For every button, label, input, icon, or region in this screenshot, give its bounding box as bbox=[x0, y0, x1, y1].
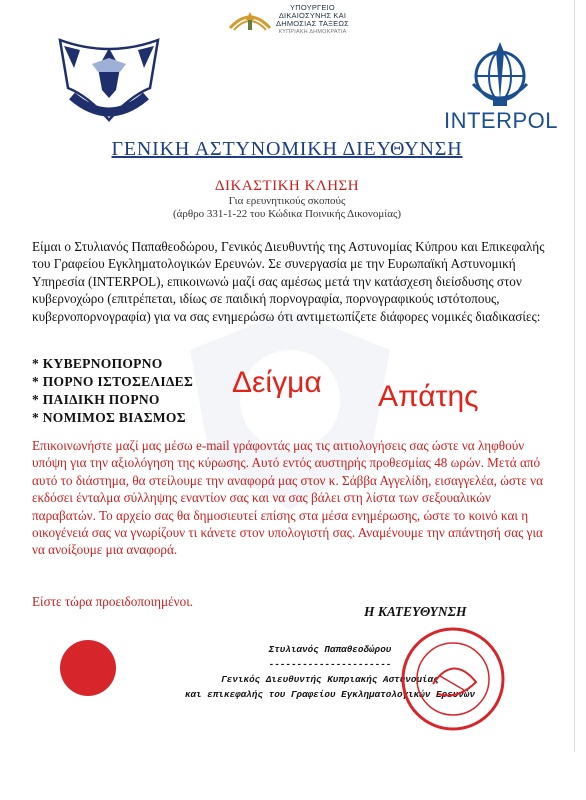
interpol-globe-icon bbox=[455, 40, 545, 108]
signer-rule: ---------------------- bbox=[268, 659, 392, 670]
warning-line: Είστε τώρα προειδοποιημένοι. bbox=[32, 594, 194, 609]
signer-title: Γενικός Διευθυντής Κυπριακής Αστυνομίας bbox=[221, 674, 439, 685]
interpol-label: INTERPOL bbox=[443, 108, 559, 133]
charge-item: * ΚΥΒΕΡΝΟΠΟΡΝΟ bbox=[32, 356, 163, 371]
overlay-word-sample: Δείγμα bbox=[232, 366, 322, 399]
charge-item: * ΠΑΙΔΙΚΗ ΠΟΡΝΟ bbox=[32, 392, 160, 407]
ministry-line2: ΔΙΚΑΙΟΣΥΝΗΣ ΚΑΙ bbox=[278, 11, 347, 20]
signer-title-2: και επικεφαλής του Γραφείου Εγκληματολογικών Ερευνών bbox=[184, 689, 476, 700]
interpol-logo bbox=[443, 40, 559, 135]
ministry-line4: ΚΥΠΡΙΑΚΗ ΔΗΜΟΚΡΑΤΙΑ bbox=[278, 29, 347, 35]
ministry-name bbox=[276, 4, 349, 36]
ministry-line3: ΔΗΜΟΣΙΑΣ ΤΑΞΕΩΣ bbox=[276, 19, 349, 28]
red-wax-seal bbox=[60, 640, 116, 696]
document-subtitle: ΔΙΚΑΣΤΙΚΗ ΚΛΗΣΗ bbox=[214, 178, 360, 194]
charges-list bbox=[32, 355, 193, 427]
ministry-line1: ΥΠΟΥΡΓΕΙΟ bbox=[290, 3, 335, 12]
coat-of-arms-icon bbox=[226, 2, 274, 36]
charge-item: * ΝΟΜΙΜΟΣ ΒΙΑΣΜΟΣ bbox=[32, 410, 186, 425]
charge-item: * ΠΟΡΝΟ ΙΣΤΟΣΕΛΙΔΕΣ bbox=[32, 374, 194, 389]
ministry-emblem bbox=[226, 2, 386, 38]
signer-name: Στυλιανός Παπαθεοδώρου bbox=[268, 644, 392, 655]
purpose-line: Για ερευνητικούς σκοπούς bbox=[228, 195, 346, 207]
demand-paragraph: Επικοινωνήστε μαζί μας μέσω e-mail γράφοντάς μας τις αιτιολογήσεις σας ώστε να ληφθούν υπόψη για την αξιολόγηση της κύρωσης. Αυτό εντός αυστηρής προθεσμίας 48 ωρών. Μετά από αυτό το διάστημα, θα στείλουμε την αναφορά μας στον κ. Σάββα Αγγελίδη, εισαγγελέα, ώστε να εκδόσει ένταλμα σύλληψης εναντίον σας και να σας βάλει στη λίστα των σεξουαλικών παραβατών. Το αρχείο σας θα δημοσιευτεί επίσης στα μέσα ενημέρωσης, ώστε το κοινό και η οικογένειά σας να γνωρίζουν τι κάνετε στον υπολογιστή σας. Αναμένουμε την απάντησή σας για να ανοίξουμε μια αναφορά. bbox=[32, 438, 544, 558]
signature-line: Η ΚΑΤΕΥΘΥΝΣΗ bbox=[364, 604, 467, 619]
cyprus-police-badge bbox=[50, 28, 168, 128]
page-title: ΓΕΝΙΚΗ ΑΣΤΥΝΟΜΙΚΗ ΔΙΕΥΘΥΝΣΗ bbox=[111, 138, 463, 160]
intro-paragraph: Είμαι ο Στυλιανός Παπαθεοδώρου, Γενικός Διευθυντής της Αστυνομίας Κύπρου και Επικεφαλής του Γραφείου Εγκληματολογικών Ερευνών. Σε συνεργασία με την Ευρωπαϊκή Αστυνομική Υπηρεσία (INTERPOL), επικοινωνώ μαζί σας αμέσως μετά την κατάσχεση διείσδυσης στον κυβερνοχώρο (επιτρέπεται, ιδίως σε παιδική πορνογραφία, πορνογραφικούς ιστότοπους, κυβερνοπορνογραφία) για να σας ενημερώσω ότι αντιμετωπίζετε διάφορες νομικές διαδικασίες: bbox=[32, 239, 545, 324]
official-stamp bbox=[398, 624, 508, 734]
overlay-word-scam: Απάτης bbox=[378, 380, 479, 413]
article-reference: (άρθρο 331-1-22 του Κώδικα Ποινικής Δικονομίας) bbox=[172, 208, 402, 220]
